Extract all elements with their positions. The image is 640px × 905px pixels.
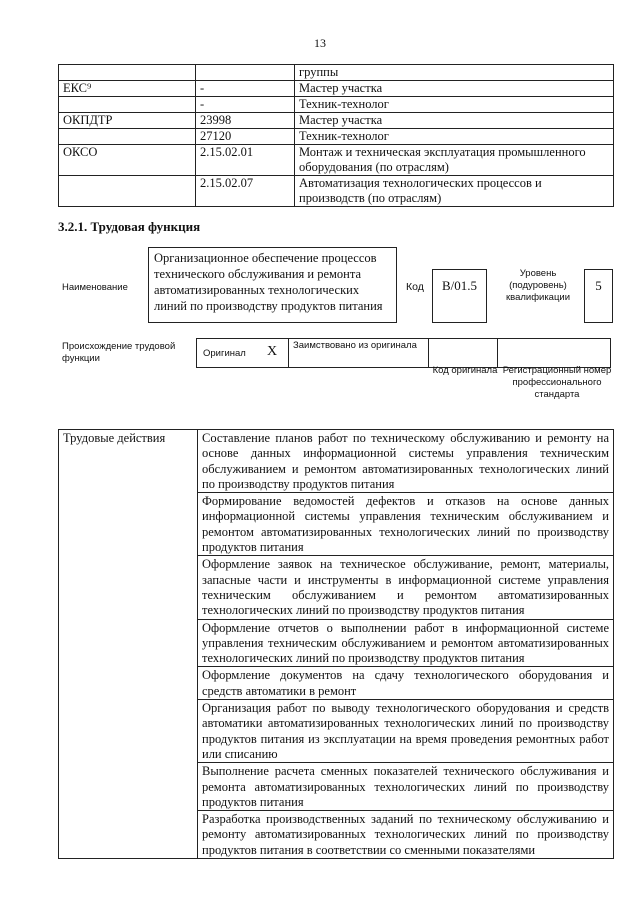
classification-group-cell (59, 65, 196, 81)
classification-group-cell (59, 176, 196, 207)
classification-code-cell (196, 65, 295, 81)
code-label: Код (406, 281, 424, 293)
classification-name-cell: Техник-технолог (295, 97, 614, 113)
labor-actions-table (58, 429, 614, 859)
classification-name-cell: Монтаж и техническая эксплуатация промышленного оборудования (по отраслям) (295, 145, 614, 176)
labor-action-item: Оформление заявок на техническое обслуживание, ремонт, материалы, запасные части и инструменты в информационной системе управления техническим обслуживанием и ремонтом автоматизированных технологических линий по производству продуктов питания (198, 556, 614, 619)
classification-row (59, 176, 614, 207)
origin-row (196, 338, 611, 368)
classification-code-cell: 27120 (196, 129, 295, 145)
labor-actions-label: Трудовые действия (59, 430, 198, 859)
origin-label: Происхождение трудовой функции (62, 341, 176, 364)
classification-row (59, 81, 614, 97)
classification-code-cell: 23998 (196, 113, 295, 129)
labor-action-item: Организация работ по выводу технологического оборудования и средств автоматики автоматизированных технологических линий по производству продуктов питания из эксплуатации на время проведения ремонтных работ или списанию (198, 700, 614, 763)
section-heading: 3.2.1. Трудовая функция (58, 219, 201, 234)
classification-row (59, 97, 614, 113)
reg-number-caption: Регистрационный номер профессионального стандарта (502, 365, 612, 400)
classification-row (59, 145, 614, 176)
page-number: 13 (314, 36, 326, 50)
name-label: Наименование (62, 282, 128, 293)
reg-number-cell (497, 338, 611, 368)
function-name: Организационное обеспечение процессов технического обслуживания и ремонта автоматизированных технологических линий по производству продуктов питания (148, 247, 397, 323)
classification-name-cell: Техник-технолог (295, 129, 614, 145)
code-original-cell (428, 338, 498, 368)
classification-group-cell: ОКПДТР (59, 113, 196, 129)
labor-action-item: Оформление документов на сдачу технологического оборудования и средств автоматики в ремонт (198, 667, 614, 700)
original-label: Оригинал (203, 348, 246, 359)
original-cell (196, 338, 289, 368)
classification-name-cell: группы (295, 65, 614, 81)
classification-code-cell: 2.15.02.07 (196, 176, 295, 207)
classification-group-cell (59, 129, 196, 145)
labor-action-item: Формирование ведомостей дефектов и отказов на основе данных информационной системы управления техническим обслуживанием и ремонтом автоматизированных технологических линий по производству продуктов питания (198, 493, 614, 556)
classification-name-cell: Мастер участка (295, 81, 614, 97)
borrowed-cell: Заимствовано из оригинала (288, 338, 429, 368)
labor-action-item: Выполнение расчета сменных показателей технического обслуживания и ремонта автоматизированных технологических линий по производству продуктов питания (198, 763, 614, 811)
labor-action-item: Оформление отчетов о выполнении работ в информационной системе управления техническим обслуживанием и ремонтом автоматизированных технологических линий по производству продуктов питания (198, 619, 614, 667)
classification-group-cell: ЕКС⁹ (59, 81, 196, 97)
classification-row (59, 129, 614, 145)
classification-group-cell: ОКСО (59, 145, 196, 176)
classification-name-cell: Автоматизация технологических процессов и производств (по отраслям) (295, 176, 614, 207)
classification-group-cell (59, 97, 196, 113)
function-code: B/01.5 (432, 269, 487, 323)
classification-code-cell: 2.15.02.01 (196, 145, 295, 176)
labor-action-row (59, 430, 614, 493)
classification-code-cell: - (196, 81, 295, 97)
classification-code-cell: - (196, 97, 295, 113)
level-label: Уровень (подуровень) квалификации (505, 268, 571, 303)
qualification-level: 5 (584, 269, 613, 323)
labor-action-item: Разработка производственных заданий по техническому обслуживанию и ремонту автоматизированных технологических линий по производству продуктов питания в соответствии со сменными показателями (198, 811, 614, 859)
labor-action-item: Составление планов работ по техническому обслуживанию и ремонту на основе данных информационной системы управления техническим обслуживанием и ремонтом автоматизированных технологических линий по производству продуктов питания (198, 430, 614, 493)
classification-row (59, 65, 614, 81)
classification-row (59, 113, 614, 129)
original-mark: X (267, 344, 278, 359)
code-original-caption: Код оригинала (432, 365, 498, 376)
classification-table (58, 64, 614, 207)
classification-name-cell: Мастер участка (295, 113, 614, 129)
